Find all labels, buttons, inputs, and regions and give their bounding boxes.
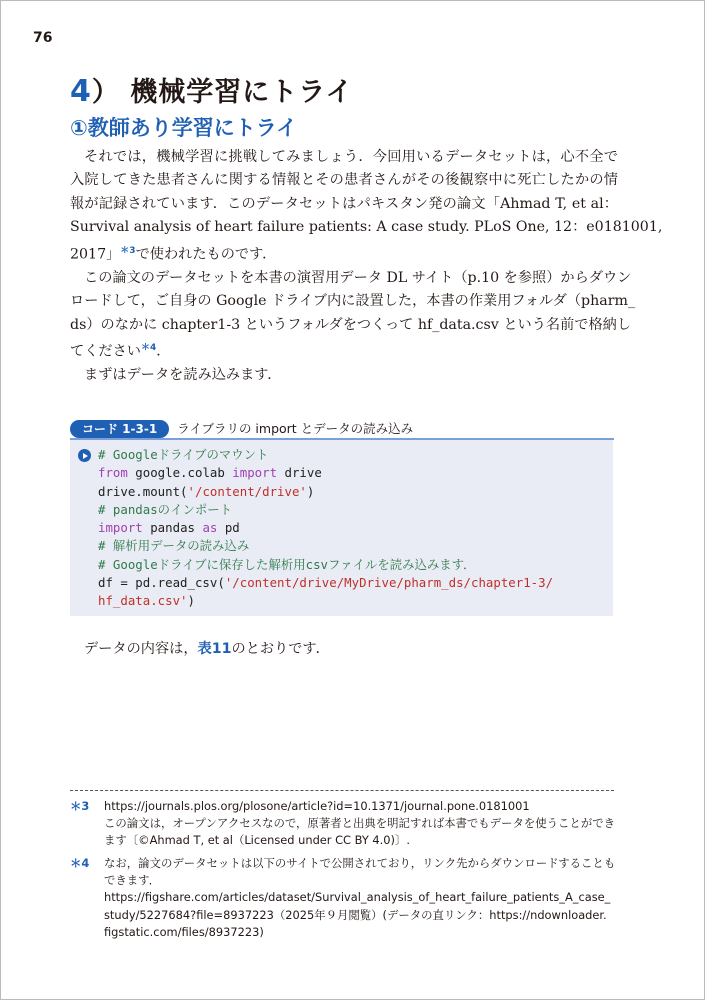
keyword: from — [98, 465, 128, 481]
code-caption — [70, 418, 614, 440]
footnote-link[interactable]: https://figshare.com/articles/dataset/Survival_analysis_of_heart_failure_patients_A_case_ — [104, 890, 611, 905]
keyword: as — [202, 520, 218, 536]
code-caption-text: ライブラリの import とデータの読み込み — [177, 421, 414, 436]
table-link[interactable]: 表11 — [197, 641, 232, 657]
footnote-line: study/5227684?file=8937223（2025年９月閲覧）(データの直リンク：https://ndownloader. — [104, 907, 607, 922]
text: のとおりです． — [231, 641, 330, 657]
table-reference-text — [84, 638, 330, 658]
footnote-3 — [70, 798, 618, 850]
code: pd — [217, 520, 240, 536]
code: ) — [187, 593, 195, 609]
comment: # 解析用データの読み込み — [98, 538, 250, 554]
string: '/content/drive' — [187, 483, 307, 499]
code: df = pd.read_csv( — [98, 575, 225, 591]
text: 2017」 — [70, 246, 121, 263]
code: drive.mount( — [98, 483, 188, 499]
footnote-mark: ＊4 — [70, 856, 90, 870]
comment: # Googleドライブに保存した解析用csvファイルを読み込みます． — [98, 556, 476, 572]
text: ． — [156, 343, 171, 360]
keyword: import — [232, 465, 278, 481]
footnote-mark: ＊3 — [70, 799, 90, 813]
section-heading — [70, 70, 353, 109]
comment: # Googleドライブのマウント — [98, 447, 269, 462]
body-line: Survival analysis of heart failure patients: A case study. PLoS One, 12：e0181001, — [70, 219, 663, 236]
string: '/content/drive/MyDrive/pharm_ds/chapter1-3/ — [224, 575, 554, 591]
footnote-ref-4[interactable]: ＊4 — [140, 342, 157, 353]
keyword: import — [98, 520, 143, 536]
code: google.colab — [127, 465, 233, 481]
footnote-line: ます〔©Ahmad T, et al（Licensed under CC BY 4.0)〕. — [104, 833, 410, 848]
code: drive — [277, 465, 322, 481]
footnote-ref-3[interactable]: ＊3 — [120, 245, 136, 256]
body-line: まずはデータを読み込みます． — [84, 367, 282, 384]
code-block — [70, 440, 613, 616]
body-line: それでは，機械学習に挑戦してみましょう．今回用いるデータセットは，心不全で — [84, 149, 618, 165]
footnote-line: なお，論文のデータセットは以下のサイトで公開されており，リンク先からダウンロードすることも — [104, 856, 616, 870]
code-text — [98, 446, 553, 611]
comment: # pandasのインポート — [98, 501, 233, 517]
footnote-line: figstatic.com/files/8937223) — [104, 924, 264, 939]
body-line — [70, 240, 618, 267]
heading-title: 機械学習にトライ — [130, 77, 354, 108]
body-line: ロードして，ご自身の Google ドライブ内に設置した，本書の作業用フォルダ（pharm_ — [70, 293, 636, 310]
text: データの内容は， — [84, 641, 198, 657]
footnote-line: できます． — [104, 873, 161, 888]
text: で使われたものです． — [135, 246, 277, 263]
body-line: この論文のデータセットを本書の演習用データ DL サイト（p.10 を参照）からダウン — [84, 269, 632, 286]
code: ) — [306, 483, 315, 499]
code-badge: コード 1-3-1 — [70, 420, 169, 438]
text: てください — [70, 343, 141, 360]
code: pandas — [142, 520, 203, 536]
footnote-4 — [70, 855, 618, 941]
body-line: 報が記録されています．このデータセットはパキスタン発の論文「Ahmad T, et al： — [70, 195, 618, 212]
section-number: 4 — [70, 74, 92, 109]
body-line: 入院してきた患者さんに関する情報とその患者さんがその後観察中に死亡したかの情 — [70, 172, 618, 189]
footnote-line: この論文は，オープンアクセスなので，原著者と出典を明記すれば本書でもデータを使うことができ — [104, 816, 615, 831]
heading-paren: ） — [91, 77, 120, 108]
run-icon[interactable] — [78, 449, 91, 462]
body-line: ds）のなかに chapter1-3 というフォルダをつくって hf_data.csv という名前で格納し — [70, 316, 632, 333]
subsection-heading: ①教師あり学習にトライ — [70, 116, 298, 140]
page-number: 76 — [33, 30, 53, 46]
body-line — [70, 337, 618, 364]
body-text — [70, 146, 663, 388]
footnote-divider — [70, 790, 614, 791]
string: hf_data.csv' — [98, 593, 188, 609]
footnote-link[interactable]: https://journals.plos.org/plosone/article?id=10.1371/journal.pone.0181001 — [104, 799, 530, 813]
